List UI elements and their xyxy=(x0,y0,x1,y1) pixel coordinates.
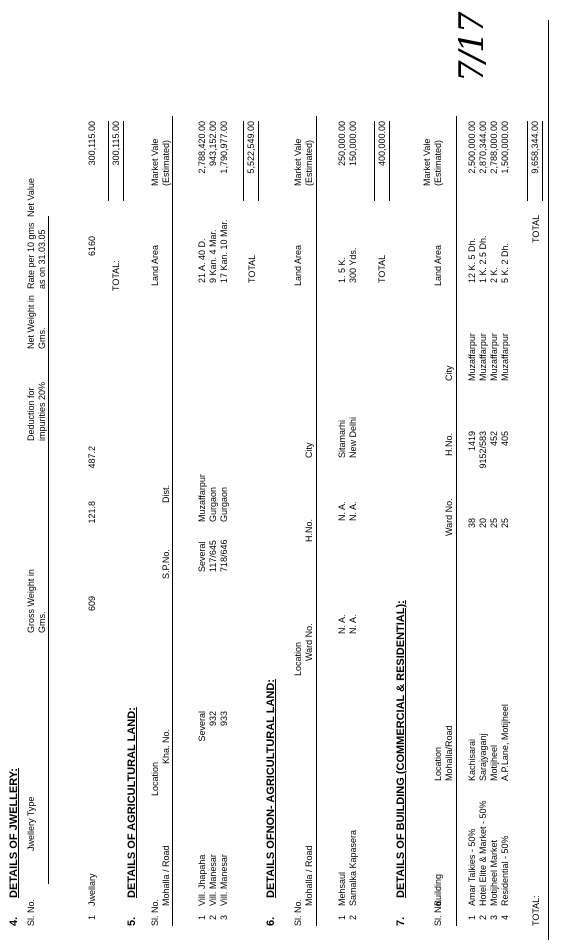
col-header-gross: Gross Weight in Gms. xyxy=(26,569,47,633)
cell-type: Jwellary xyxy=(87,873,97,906)
cell-sl: 2 xyxy=(348,914,358,920)
col-header-location: Location xyxy=(293,641,303,676)
col-header-dist: Dist. xyxy=(161,485,171,503)
cell-area: 1 K. 2.5 Dh. xyxy=(478,235,488,283)
cell-value: 2,500,000.00 xyxy=(467,121,477,174)
cell-sl: 1 xyxy=(87,914,97,920)
cell-area: 9 Kan. 4 Mar. xyxy=(208,229,218,283)
col-header-building: Building xyxy=(433,873,443,906)
cell-area: 300 Yds. xyxy=(348,247,358,283)
total-value: 5,522,549.00 xyxy=(243,121,259,201)
header-rule xyxy=(316,116,317,926)
cell-sl: 1 xyxy=(197,914,207,920)
col-header-mohalla: Mohalla / Road xyxy=(161,845,171,906)
total-label: TOTAL xyxy=(377,254,387,283)
cell-hno: N. A. xyxy=(337,501,347,521)
col-header-sp: S.P.No. xyxy=(161,549,171,579)
col-header-sl: Sl. No. xyxy=(433,898,443,926)
cell-city: Muzaffarpur xyxy=(489,333,499,381)
cell-value: 250,000.00 xyxy=(337,121,347,167)
col-header-area: Land Area xyxy=(293,244,303,286)
cell-sl: 2 xyxy=(208,914,218,920)
cell-building: Hotel Elite & Market - 50% xyxy=(478,800,488,906)
col-header-ward: Ward No. xyxy=(304,623,314,661)
cell-city: Muzaffarpur xyxy=(478,333,488,381)
cell-mohalla: Mehsaul xyxy=(337,871,347,906)
section-building-title xyxy=(395,600,407,926)
cell-hno: N. A. xyxy=(348,501,358,521)
cell-location: Kachisarai xyxy=(467,738,477,781)
cell-city: Sitamarhi xyxy=(337,419,347,458)
cell-sl: 4 xyxy=(500,914,510,920)
cell-sp: 117/645 xyxy=(208,540,218,572)
cell-building: Motijheel Market xyxy=(489,839,499,906)
section-agricultural-title xyxy=(126,707,138,926)
col-header-type: Jwellery Type xyxy=(26,796,36,851)
cell-value: 1,790,977.00 xyxy=(219,121,229,174)
cell-ward: 25 xyxy=(489,517,499,528)
cell-building: Amar Talkies - 50% xyxy=(467,828,477,906)
cell-sl: 1 xyxy=(337,914,347,920)
cell-value: 2,788,420.00 xyxy=(197,121,207,174)
col-header-value: Market Vale (Estimated) xyxy=(150,138,171,186)
col-header-location: Location Mohalla/Road xyxy=(433,725,454,781)
col-header-area: Land Area xyxy=(150,244,160,286)
col-header-city: City xyxy=(444,365,454,381)
cell-sl: 3 xyxy=(219,914,229,920)
cell-location: Sarajyaganj xyxy=(478,733,488,781)
cell-area: 5 K. 2 Dh. xyxy=(500,242,510,283)
cell-area: 2 K. xyxy=(489,266,499,283)
cell-net-value: 300,115.00 xyxy=(87,121,97,166)
cell-building: Residential - 50% xyxy=(500,835,510,906)
header-rule xyxy=(172,116,173,926)
total-value: 300,115.00 xyxy=(108,121,124,201)
col-header-area: Land Area xyxy=(433,244,443,286)
cell-hno: 9152/583 xyxy=(478,431,488,469)
total-label: TOTAL: xyxy=(111,260,121,291)
col-header-value: Market Vale (Estimated) xyxy=(293,138,314,186)
total-value: 9,658,344.00 xyxy=(527,121,543,201)
cell-area: 21 A. 40 D. xyxy=(197,238,207,283)
cell-sp: Several xyxy=(197,541,207,572)
cell-sl: 2 xyxy=(478,914,488,920)
header-rule xyxy=(48,216,49,884)
cell-location: A.P.Lane, Motijheel xyxy=(500,704,510,781)
page-number: 7/17 xyxy=(452,13,492,82)
cell-sl: 1 xyxy=(467,914,477,920)
section-title: DETAILS OF JWELLERY: xyxy=(8,768,20,898)
cell-dist: Gurgaon xyxy=(219,486,229,522)
col-header-location: Location xyxy=(150,761,160,796)
col-header-net-weight: Net Weight in Gms. xyxy=(26,295,47,349)
col-header-ward: Ward No. xyxy=(444,498,454,536)
col-header-kha: Kha. No. xyxy=(161,728,171,764)
cell-hno: 452 xyxy=(489,431,499,447)
cell-area: 1. 5 K. xyxy=(337,256,347,283)
cell-kha: Several xyxy=(197,711,207,742)
cell-net-weight: 487.2 xyxy=(87,446,97,469)
cell-kha: 933 xyxy=(219,711,229,727)
cell-area: 17 Kan. 10 Mar. xyxy=(219,219,229,283)
cell-ward: 20 xyxy=(478,517,488,528)
cell-hno: 405 xyxy=(500,431,510,447)
cell-value: 2,788,000.00 xyxy=(489,121,499,174)
cell-city: New Delhi xyxy=(348,416,358,458)
cell-value: 150,000.00 xyxy=(348,121,358,167)
cell-mohalla: Vill. Manesar xyxy=(219,854,229,906)
section-title: DETAILS OFNON- AGRICULTURAL LAND: xyxy=(265,679,277,898)
cell-city: Muzaffarpur xyxy=(467,333,477,381)
cell-mohalla: Samalka Kapasera xyxy=(348,829,358,906)
total-value: 400,000.00 xyxy=(374,121,390,201)
section-title: DETAILS OF BUILDING (COMMERCIAL & RESIDENTIAL): xyxy=(395,600,407,898)
total-label: TOTAL xyxy=(247,254,257,283)
cell-ward: 38 xyxy=(467,517,477,528)
col-header-net-value: Net Value xyxy=(26,178,36,217)
cell-location: Motijheel xyxy=(489,744,499,781)
col-header-hno: H.No. xyxy=(444,432,454,456)
cell-dist: Muzaffarpur xyxy=(197,474,207,522)
cell-area: 12 K. 5 Dh. xyxy=(467,237,477,283)
col-header-rate: Rate per 10 gms as on 31.03.05 xyxy=(26,222,47,289)
header-rule xyxy=(456,116,457,926)
col-header-deduction: Deduction for impurities 20% xyxy=(26,381,47,441)
cell-rate: 6160 xyxy=(87,236,97,257)
cell-mohalla: Vill. Jhapaha xyxy=(197,854,207,906)
col-header-city: City xyxy=(304,442,314,458)
cell-kha: 932 xyxy=(208,711,218,727)
cell-ward: N. A. xyxy=(348,614,358,634)
cell-mohalla: Vill. Manesar xyxy=(208,854,218,906)
section-title: DETAILS OF AGRICULTURAL LAND: xyxy=(126,707,138,898)
cell-value: 1,500,000.00 xyxy=(500,121,510,174)
cell-ward: 25 xyxy=(500,517,510,528)
section-jewellery-title xyxy=(8,768,20,926)
cell-city: Muzaffarpur xyxy=(500,333,510,381)
cell-hno: 1419 xyxy=(467,431,477,452)
cell-deduction: 121.8 xyxy=(87,501,97,524)
section-non-agricultural-title xyxy=(265,679,277,926)
col-header-sl: Sl. No. xyxy=(150,898,160,926)
total-label: TOTAL xyxy=(531,214,541,243)
cell-sl: 3 xyxy=(489,914,499,920)
col-header-sl: Sl. No. xyxy=(293,898,303,926)
section-number: 5. xyxy=(126,916,138,926)
cell-sp: 718/646 xyxy=(219,539,229,572)
section-number: 7. xyxy=(395,916,407,926)
cell-gross: 609 xyxy=(87,596,97,612)
cell-value: 2,870,344.00 xyxy=(478,121,488,174)
col-header-mohalla: Mohalla / Road xyxy=(304,845,314,906)
cell-ward: N. A. xyxy=(337,614,347,634)
col-header-value: Market Vale (Estimated) xyxy=(422,138,443,186)
col-header-sl: Sl. No. xyxy=(26,898,36,926)
total-label-left: TOTAL: xyxy=(531,895,541,926)
cell-value: 943,152.00 xyxy=(208,121,218,167)
cell-dist: Gurgaon xyxy=(208,486,218,522)
col-header-hno: H.No. xyxy=(304,518,314,542)
page-bottom-rule xyxy=(548,20,549,940)
section-number: 6. xyxy=(265,916,277,926)
section-number: 4. xyxy=(8,916,20,926)
